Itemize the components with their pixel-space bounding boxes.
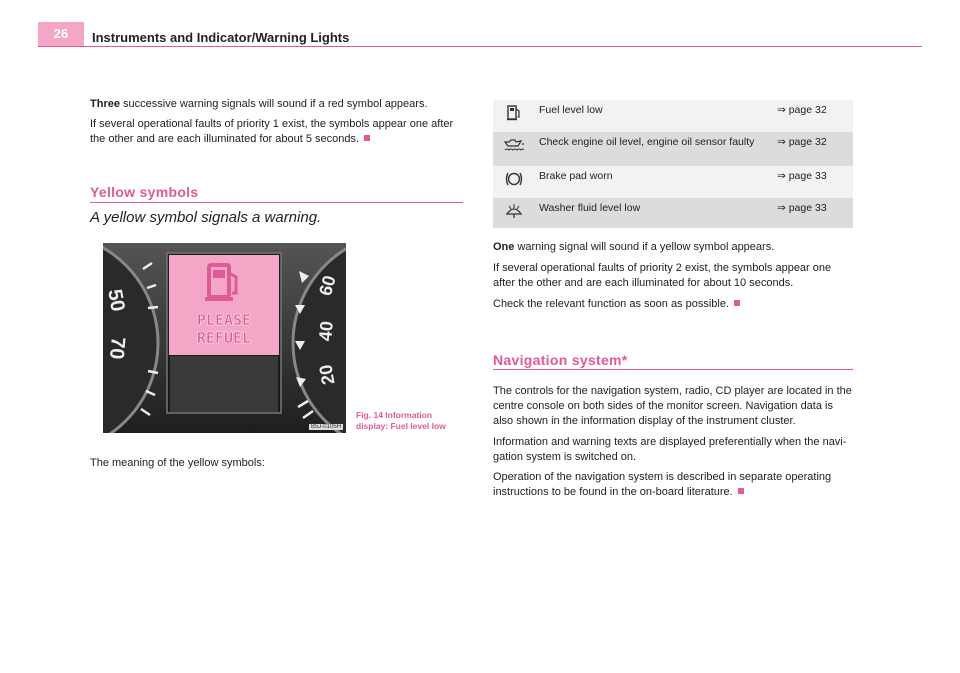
heading-rule-yellow [90,202,463,203]
table-cell-icon [493,100,535,132]
heading-yellow-symbols: Yellow symbols [90,184,199,200]
heading-navigation-system: Navigation system* [493,352,628,368]
header-rule [38,46,922,47]
end-mark [364,135,370,141]
emphasis-one: One [493,241,515,253]
scale-right-bottom: 20 [315,363,339,387]
page-number: 26 [38,22,84,46]
figure-code: B5J-0105H [310,424,341,430]
table-cell-icon [493,132,535,166]
paragraph-priority-2: If several operational faults of priority 2 exist, the symbols appear one after the other and are each illuminated for about 10 seconds. [493,262,832,289]
table-row [493,132,853,166]
caption-line-2: display: Fuel level low [356,421,446,431]
paragraph-priority-1 [90,117,465,147]
paragraph-yellow-signals [493,240,855,255]
instrument-cluster-illustration [103,243,346,433]
scale-left-top: 50 [103,287,129,314]
oil-can-icon [503,136,525,152]
table-cell-page-ref[interactable]: ⇒ page 32 [773,132,853,166]
end-mark [734,300,740,306]
table-row [493,166,853,198]
display-text-please: PLEASE [196,311,252,329]
end-mark [738,488,744,494]
table-cell-page-ref[interactable]: ⇒ page 33 [773,166,853,198]
table-cell-description: Check engine oil level, engine oil sensor faulty [535,132,773,166]
paragraph-nav-controls: The controls for the navigation system, radio, CD player are located in the centre console on both sides of the monitor screen. Navigation data is also shown in the information display of the instrument cluster. [493,385,852,427]
fuel-pump-icon [505,104,523,122]
washer-fluid-icon [504,202,524,220]
paragraph-red-signals [90,97,465,112]
table-cell-description: Washer fluid level low [535,198,773,228]
paragraph-nav-priority: Information and warning texts are displayed preferentially when the navi-gation system is switched on. [493,436,847,463]
scale-left-bottom: 70 [104,336,129,361]
paragraph-meaning: The meaning of the yellow symbols: [90,457,265,469]
table-cell-description: Brake pad worn [535,166,773,198]
figure-caption [356,410,446,432]
brake-pad-icon [504,170,524,188]
table-cell-icon [493,166,535,198]
table-cell-page-ref[interactable]: ⇒ page 32 [773,100,853,132]
subheading-yellow-warning: A yellow symbol signals a warning. [90,209,322,226]
display-text-refuel: REFUEL [196,329,252,347]
table-row [493,100,853,132]
yellow-symbols-table [493,100,853,228]
scale-right-mid: 40 [315,320,337,342]
text-red-signals: successive warning signals will sound if a red symbol appears. [119,98,428,110]
table-cell-description: Fuel level low [535,100,773,132]
figure-fuel-level-display [103,243,346,433]
table-row [493,198,853,228]
table-cell-icon [493,198,535,228]
paragraph-check-function [493,297,855,312]
scale-right-top: 60 [315,273,340,298]
text-check-function: Check the relevant function as soon as possible. [493,298,730,310]
heading-rule-navigation [493,369,853,370]
info-display-lower [170,356,278,412]
page-header-title: Instruments and Indicator/Warning Lights [92,30,350,45]
text-priority-1: If several operational faults of priority 1 exist, the symbols appear one after the other and are each illuminated for about 5 seconds. [90,118,454,145]
text-nav-instructions: Operation of the navigation system is described in separate operating instructions to be found in the on-board literature. [493,471,832,498]
paragraph-nav-instructions [493,470,855,500]
emphasis-three: Three [90,98,120,110]
text-yellow-signals: warning signal will sound if a yellow symbol appears. [514,241,775,253]
caption-line-1: Fig. 14 Information [356,410,433,420]
table-cell-page-ref[interactable]: ⇒ page 33 [773,198,853,228]
